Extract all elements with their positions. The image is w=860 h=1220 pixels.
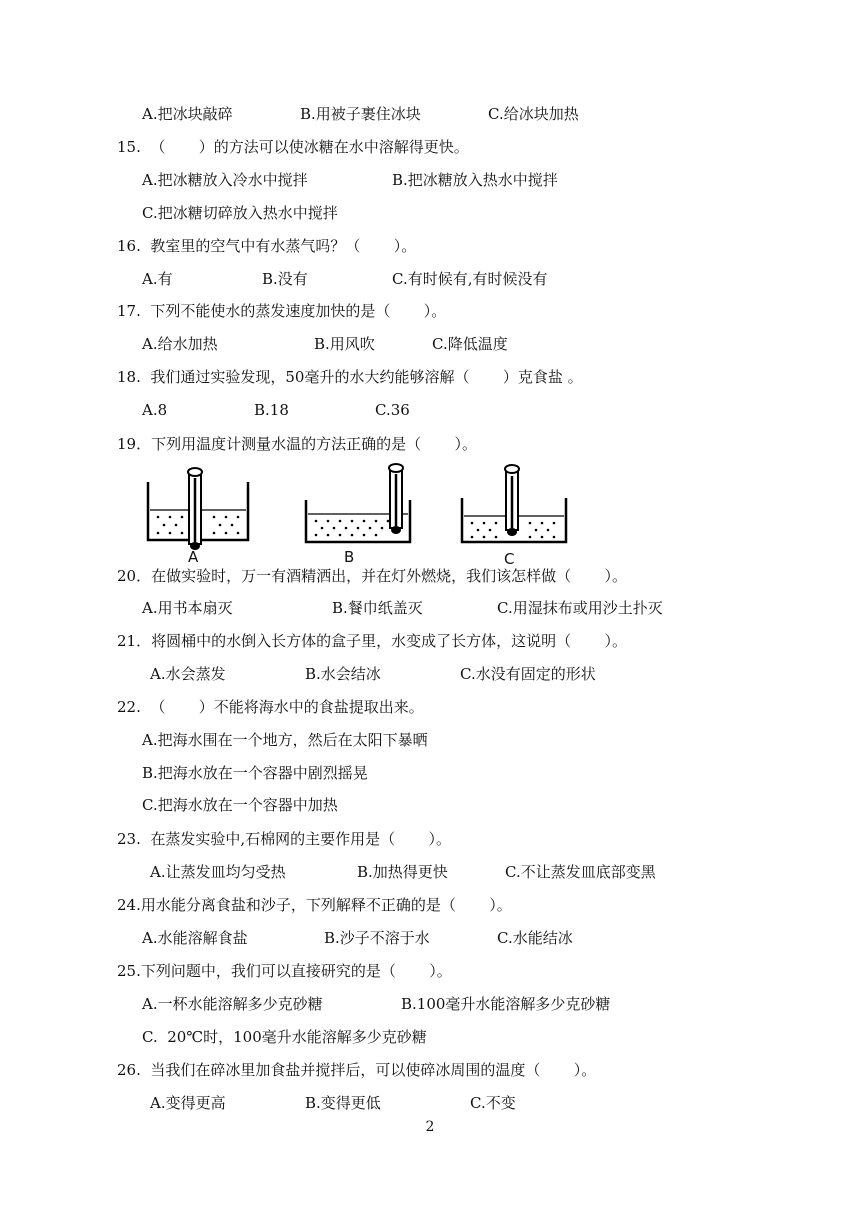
q23-stem: 23. 在蒸发实验中,石棉网的主要作用是（ ）。	[117, 830, 452, 848]
q25-option-c: C. 20℃时，100毫升水能溶解多少克砂糖	[142, 1028, 427, 1046]
q18-option-c: C.36	[375, 401, 410, 419]
q18-option-a: A.8	[142, 401, 168, 419]
q21-option-b: B.水会结冰	[305, 665, 381, 683]
thermometer-figure	[140, 462, 580, 568]
beaker-c	[462, 465, 566, 542]
q22-option-c: C.把海水放在一个容器中加热	[142, 796, 338, 814]
q22-option-a: A.把海水围在一个地方，然后在太阳下暴晒	[142, 731, 428, 749]
q25-stem: 25.下列问题中，我们可以直接研究的是（ ）。	[117, 962, 452, 980]
q14-option-a: A.把冰块敲碎	[142, 105, 233, 123]
q22-stem: 22. （ ）不能将海水中的食盐提取出来。	[117, 698, 424, 716]
q21-option-c: C.水没有固定的形状	[460, 665, 596, 683]
beaker-a	[148, 468, 248, 550]
q16-options	[142, 266, 742, 292]
q20-option-b: B.餐巾纸盖灭	[332, 599, 423, 617]
q26-options	[150, 1090, 770, 1116]
q15-option-a: A.把冰糖放入冷水中搅拌	[142, 171, 308, 189]
q20-option-c: C.用湿抹布或用沙土扑灭	[497, 599, 663, 617]
q20-options	[142, 595, 762, 621]
q25-option-b: B.100毫升水能溶解多少克砂糖	[401, 995, 611, 1013]
figure-label-a: A	[188, 548, 199, 566]
q24-options	[142, 925, 762, 951]
q16-option-a: A.有	[142, 270, 173, 288]
q24-option-a: A.水能溶解食盐	[142, 929, 248, 947]
q14-options	[142, 101, 579, 127]
page-number: 2	[425, 1119, 435, 1135]
q15-option-b: B.把冰糖放入热水中搅拌	[392, 171, 558, 189]
q23-options	[150, 859, 770, 885]
q26-option-c: C.不变	[470, 1094, 516, 1112]
figure-label-c: C	[504, 550, 515, 568]
q23-option-b: B.加热得更快	[357, 863, 448, 881]
q25-options-row1	[142, 991, 762, 1017]
q15-options-row1	[142, 167, 742, 193]
q26-option-a: A.变得更高	[150, 1094, 226, 1112]
q17-option-b: B.用风吹	[314, 335, 375, 353]
q19-stem: 19．下列用温度计测量水温的方法正确的是（ ）。	[117, 435, 477, 453]
q18-stem: 18. 我们通过实验发现，50毫升的水大约能够溶解（ ）克食盐 。	[117, 368, 583, 386]
q15-option-c: C.把冰糖切碎放入热水中搅拌	[142, 204, 338, 222]
q17-option-c: C.降低温度	[432, 335, 508, 353]
q17-option-a: A.给水加热	[142, 335, 218, 353]
q24-option-b: B.沙子不溶于水	[324, 929, 430, 947]
q18-option-b: B.18	[254, 401, 289, 419]
q17-stem: 17. 下列不能使水的蒸发速度加快的是（ ）。	[117, 302, 447, 320]
q21-options	[150, 661, 770, 687]
q24-option-c: C.水能结冰	[497, 929, 573, 947]
q21-option-a: A.水会蒸发	[150, 665, 226, 683]
q14-option-b: B.用被子裹住冰块	[300, 105, 421, 123]
q24-stem: 24.用水能分离食盐和沙子，下列解释不正确的是（ ）。	[117, 896, 512, 914]
beaker-b	[306, 464, 410, 542]
q16-stem: 16. 教室里的空气中有水蒸气吗？（ ）。	[117, 237, 417, 255]
q26-option-b: B.变得更低	[305, 1094, 381, 1112]
q16-option-c: C.有时候有,有时候没有	[392, 270, 548, 288]
q26-stem: 26. 当我们在碎冰里加食盐并搅拌后，可以使碎冰周围的温度（ ）。	[117, 1061, 597, 1079]
q20-stem: 20．在做实验时，万一有酒精洒出，并在灯外燃烧，我们该怎样做（ ）。	[117, 567, 627, 585]
figure-label-b: B	[344, 548, 355, 566]
q25-option-a: A.一杯水能溶解多少克砂糖	[142, 995, 323, 1013]
q21-stem: 21．将圆桶中的水倒入长方体的盒子里，水变成了长方体，这说明（ ）。	[117, 632, 627, 650]
q23-option-a: A.让蒸发皿均匀受热	[150, 863, 286, 881]
q14-option-c: C.给冰块加热	[488, 105, 579, 123]
q20-option-a: A.用书本扇灭	[142, 599, 233, 617]
q16-option-b: B.没有	[262, 270, 308, 288]
q17-options	[142, 331, 742, 357]
q18-options	[142, 397, 742, 423]
q22-option-b: B.把海水放在一个容器中剧烈摇晃	[142, 764, 368, 782]
q23-option-c: C.不让蒸发皿底部变黑	[505, 863, 656, 881]
q15-stem: 15. （ ）的方法可以使冰糖在水中溶解得更快。	[117, 138, 469, 156]
